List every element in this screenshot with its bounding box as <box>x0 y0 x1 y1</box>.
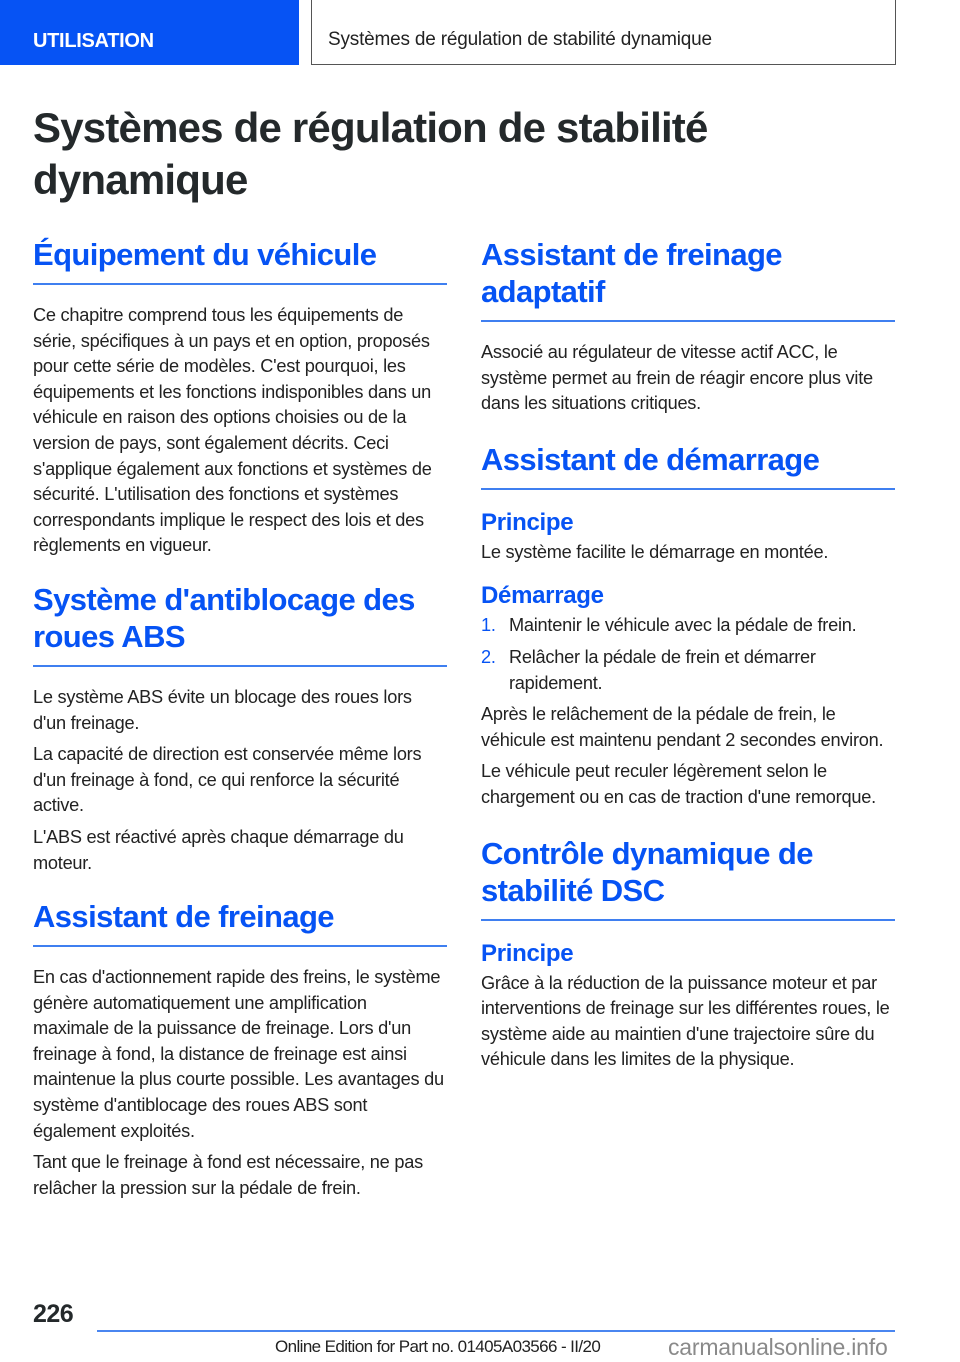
section-heading: Contrôle dynamique de stabilité DSC <box>481 835 895 921</box>
list-item <box>481 645 895 696</box>
paragraph: Après le relâchement de la pédale de frein, le véhicule est maintenu pendant 2 secondes environ. <box>481 704 884 750</box>
section-hill-start <box>481 441 895 811</box>
paragraph: Associé au régulateur de vitesse actif ACC, le système permet au frein de réagir encore plus vite dans les situations critiques. <box>481 342 873 414</box>
steps-list <box>481 613 895 696</box>
edition-text: Online Edition for Part no. 01405A03566 - II/20 <box>275 1337 601 1356</box>
step-text: Relâcher la pédale de frein et démarrer rapidement. <box>509 646 816 693</box>
list-item <box>481 613 895 639</box>
watermark: carmanualsonline.info <box>668 1334 888 1360</box>
section-heading: Assistant de freinage adaptatif <box>481 236 895 322</box>
paragraph: Grâce à la réduction de la puissance moteur et par interventions de freinage sur les différentes roues, le système aide au maintien d'une trajectoire sûre du véhicule dans les limites de la physique. <box>481 972 890 1070</box>
paragraph: En cas d'actionnement rapide des freins, le système génère automatiquement une amplification maximale de la puissance de freinage. Lors d'un freinage à fond, la distance de freinage est ainsi maintenue la plus courte possible. Les avantages du système d'antiblocage des roues ABS sont également exploités. <box>33 967 444 1141</box>
paragraph: La capacité de direction est conservée même lors d'un freinage à fond, ce qui renforce la sécurité active. <box>33 744 422 816</box>
paragraph: Ce chapitre comprend tous les équipements de série, spécifiques à un pays et en option, proposés pour cette série de modèles. C'est pourquoi, les équipements et les fonctions indisponibles dans un véhicule en raison des options choisies ou de la version de pays, sont également décrits. Ceci s'applique également aux fonctions et systèmes de sécurité. L'utilisation des fonctions et systèmes correspondants implique le respect des lois et des règlements en vigueur. <box>33 305 432 556</box>
paragraph: Tant que le freinage à fond est nécessaire, ne pas relâcher la pression sur la pédale de frein. <box>33 1152 423 1198</box>
subsection-heading: Démarrage <box>481 582 604 610</box>
section-tab-label: UTILISATION <box>33 30 154 52</box>
paragraph: Le système ABS évite un blocage des roues lors d'un freinage. <box>33 686 412 733</box>
section-abs <box>33 581 447 876</box>
page-title: Systèmes de régulation de stabilité dynamique <box>33 104 708 203</box>
paragraph: L'ABS est réactivé après chaque démarrage du moteur. <box>33 826 404 873</box>
chapter-title: Systèmes de régulation de stabilité dynamique <box>328 29 712 50</box>
step-number: 2. <box>481 646 496 667</box>
section-dsc <box>481 835 895 1073</box>
subsection-heading: Principe <box>481 939 574 967</box>
chapter-header <box>311 0 896 65</box>
section-tab <box>0 0 299 65</box>
section-adaptive-brake <box>481 236 895 417</box>
page-number: 226 <box>33 1300 74 1328</box>
step-text: Maintenir le véhicule avec la pédale de frein. <box>509 615 857 636</box>
subsection-heading: Principe <box>481 508 574 536</box>
section-heading: Assistant de freinage <box>33 898 447 947</box>
left-column <box>33 236 447 1207</box>
right-column <box>481 236 895 1079</box>
footer-divider <box>97 1330 895 1332</box>
step-number: 1. <box>481 615 496 636</box>
paragraph: Le véhicule peut reculer légèrement selon le chargement ou en cas de traction d'une remorque. <box>481 761 876 807</box>
paragraph: Le système facilite le démarrage en montée. <box>481 541 829 562</box>
section-equipment <box>33 236 447 559</box>
section-heading: Assistant de démarrage <box>481 441 895 490</box>
section-heading: Système d'antiblocage des roues ABS <box>33 581 447 667</box>
section-heading: Équipement du véhicule <box>33 236 447 285</box>
section-brake-assist <box>33 898 447 1201</box>
